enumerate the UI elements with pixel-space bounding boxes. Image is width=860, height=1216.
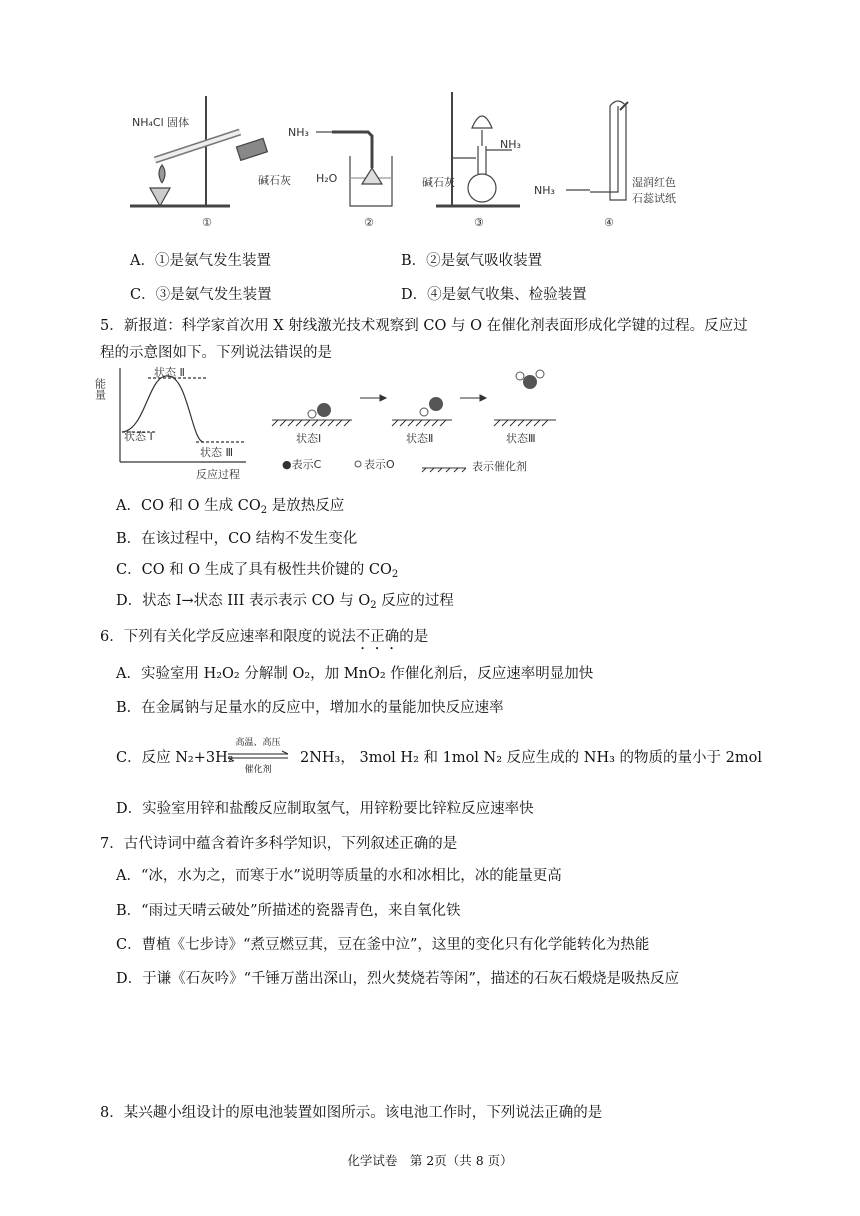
q5-option-b: B．在该过程中，CO 结构不发生变化	[116, 531, 358, 547]
nh3-label-4: NH₃	[534, 184, 555, 197]
q6-reversible-arrow	[226, 738, 290, 775]
figure-number-1: ①	[202, 216, 212, 229]
q7-option-a: A．“冰，水为之，而寒于水”说明等质量的水和冰相比，冰的能量更高	[116, 868, 562, 884]
figure-number-4: ④	[604, 216, 614, 229]
q5-energy-figure	[93, 364, 566, 482]
soda-lime-label-1: 碱石灰	[258, 174, 291, 187]
q8-stem: 8．某兴趣小组设计的原电池装置如图所示。该电池工作时，下列说法正确的是	[100, 1105, 603, 1121]
q6-stem: 6．下列有关化学反应速率和限度的说法不正确的是	[100, 629, 429, 645]
nh3-label-2: NH₃	[288, 126, 309, 139]
q7-option-c: C．曹植《七步诗》“煮豆燃豆萁，豆在釜中泣”，这里的变化只有化学能转化为热能	[116, 937, 650, 953]
nh3-out-label-3: NH₃	[500, 138, 521, 151]
litmus-label-line1: 湿润红色	[632, 176, 676, 189]
q5-option-a: A．CO 和 O 生成 $CO_2$ 是放热反应	[116, 498, 345, 516]
q6-option-c-post: 2NH₃， 3mol H₂ 和 1mol N₂ 反应生成的 NH₃ 的物质的量小于 2mol	[300, 750, 762, 766]
q6-option-c-pre: C．反应 N₂+3H₂	[116, 750, 234, 766]
q4-option-b: B．②是氨气吸收装置	[401, 253, 543, 269]
state-1-label: 状态Ⅰ	[296, 432, 322, 445]
apparatus-1	[130, 96, 267, 206]
q7-option-b: B．“雨过天晴云破处”所描述的瓷器青色，来自氧化铁	[116, 903, 461, 919]
ammonia-apparatus-figure	[120, 88, 680, 238]
q6-option-d: D．实验室用锌和盐酸反应制取氢气，用锌粉要比锌粒反应速率快	[116, 801, 534, 817]
state-2-curve-label: 状态 Ⅱ	[154, 366, 185, 379]
apparatus-4	[566, 101, 628, 200]
legend-o: 表示O	[364, 458, 395, 471]
q6-condition-top: 高温、高压	[235, 738, 281, 748]
progress-axis-label: 反应过程	[196, 468, 240, 481]
reversible-arrow-icon	[226, 751, 290, 761]
nh4cl-label: NH₄Cl 固体	[132, 116, 190, 129]
state-3-label: 状态Ⅲ	[506, 432, 536, 445]
figure-number-2: ②	[364, 216, 374, 229]
q5-stem-line1: 5．新报道：科学家首次用 X 射线激光技术观察到 CO 与 O 在催化剂表面形成化学键的过程。反应过	[100, 318, 748, 334]
soda-lime-label-3: 碱石灰	[422, 176, 455, 189]
state-2-label: 状态Ⅱ	[406, 432, 434, 445]
q6-option-a: A．实验室用 H₂O₂ 分解制 O₂，加 MnO₂ 作催化剂后，反应速率明显加快	[116, 666, 594, 682]
q7-stem: 7．古代诗词中蕴含着许多科学知识，下列叙述正确的是	[100, 836, 458, 852]
q4-option-c: C．③是氨气发生装置	[130, 287, 272, 303]
litmus-label-line2: 石蕊试纸	[632, 192, 676, 205]
legend-c: ●表示C	[282, 458, 322, 471]
page-footer: 化学试卷 第 2页（共 8 页）	[347, 1153, 513, 1168]
q6-option-b: B．在金属钠与足量水的反应中，增加水的量能加快反应速率	[116, 700, 504, 716]
energy-axis-label: 能量	[93, 378, 107, 400]
q5-option-c: C．CO 和 O 生成了具有极性共价键的 $CO_2$	[116, 562, 399, 580]
q7-option-d: D．于谦《石灰吟》“千锤万凿出深山，烈火焚烧若等闲”，描述的石灰石煅烧是吸热反应	[116, 971, 679, 987]
q6-condition-bottom: 催化剂	[244, 765, 272, 775]
q4-option-d: D．④是氨气收集、检验装置	[401, 287, 587, 303]
water-label: H₂O	[316, 172, 338, 185]
legend-catalyst: 表示催化剂	[472, 460, 527, 473]
q5-stem-line2: 程的示意图如下。下列说法错误的是	[100, 345, 332, 361]
apparatus-2	[316, 132, 392, 206]
state-1-curve-label: 状态 Ⅰ	[124, 430, 153, 443]
q5-option-d: D．状态 I→状态 III 表示表示 CO 与 $O_2$ 反应的过程	[116, 593, 454, 611]
state-3-curve-label: 状态 Ⅲ	[200, 446, 234, 459]
q4-option-a: A．①是氨气发生装置	[130, 253, 271, 269]
figure-number-3: ③	[474, 216, 484, 229]
